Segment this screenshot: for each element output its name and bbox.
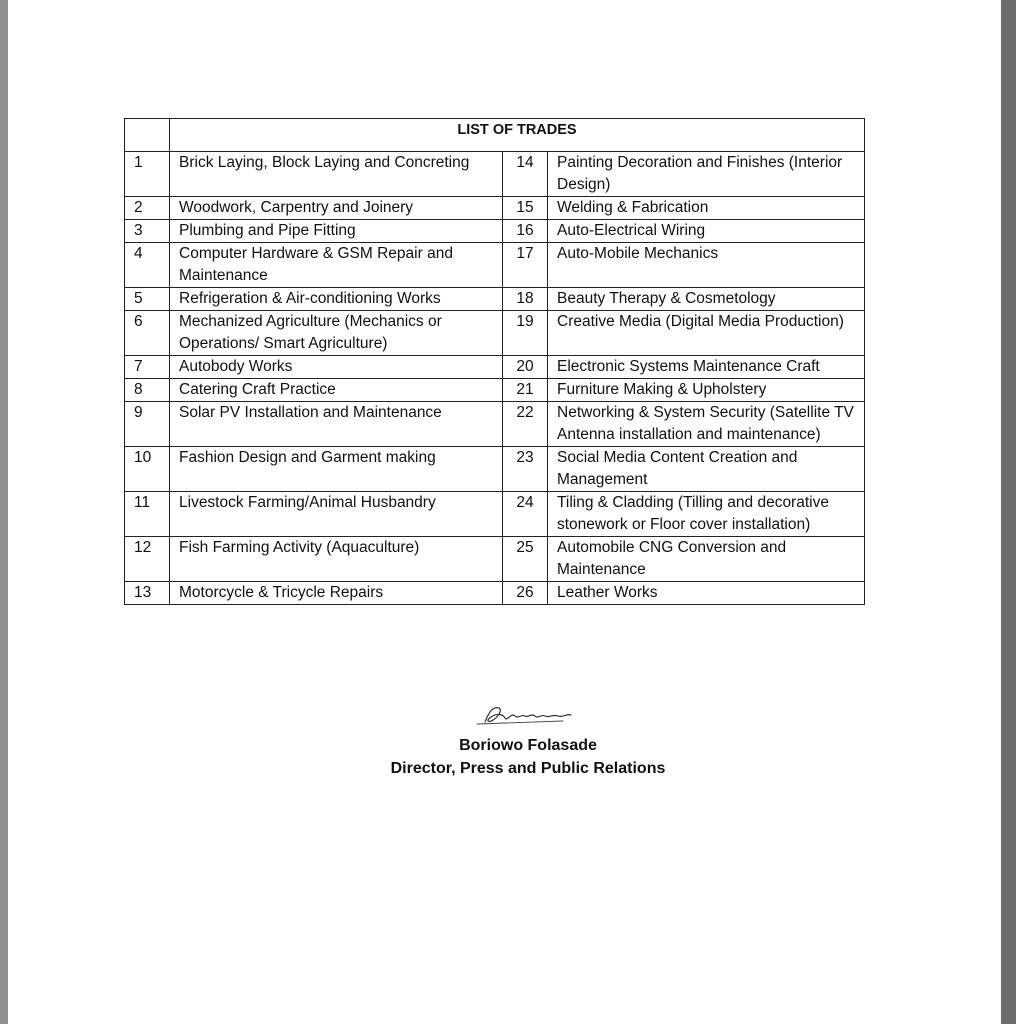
trades-table: [124, 118, 865, 605]
table-row: [125, 402, 865, 447]
trade-name-left: Fashion Design and Garment making: [170, 447, 503, 492]
trade-name-right: Painting Decoration and Finishes (Interior Design): [548, 152, 865, 197]
trade-number-left: 6: [125, 311, 170, 356]
trade-name-left: Woodwork, Carpentry and Joinery: [170, 197, 503, 220]
trade-number-right: 18: [503, 288, 548, 311]
trade-number-left: 12: [125, 537, 170, 582]
trade-number-left: 5: [125, 288, 170, 311]
trade-name-right: Furniture Making & Upholstery: [548, 379, 865, 402]
trade-name-right: Leather Works: [548, 582, 865, 605]
trade-number-right: 17: [503, 243, 548, 288]
handwritten-signature: [463, 700, 593, 730]
table-row: [125, 356, 865, 379]
trade-name-right: Electronic Systems Maintenance Craft: [548, 356, 865, 379]
trade-number-left: 9: [125, 402, 170, 447]
table-header-row: [125, 119, 865, 152]
trade-name-left: Catering Craft Practice: [170, 379, 503, 402]
trade-number-left: 3: [125, 220, 170, 243]
table-row: [125, 537, 865, 582]
trade-number-left: 13: [125, 582, 170, 605]
table-row: [125, 492, 865, 537]
table-heading: LIST OF TRADES: [170, 119, 865, 152]
trade-number-left: 11: [125, 492, 170, 537]
viewer-left-edge: [0, 0, 8, 1024]
trade-number-left: 10: [125, 447, 170, 492]
trade-name-left: Fish Farming Activity (Aquaculture): [170, 537, 503, 582]
trade-number-right: 21: [503, 379, 548, 402]
trade-name-right: Networking & System Security (Satellite TV Antenna installation and maintenance): [548, 402, 865, 447]
trade-number-left: 1: [125, 152, 170, 197]
header-blank-cell: [125, 119, 170, 152]
trade-name-right: Beauty Therapy & Cosmetology: [548, 288, 865, 311]
trade-number-right: 15: [503, 197, 548, 220]
trade-number-right: 19: [503, 311, 548, 356]
signatory-title: Director, Press and Public Relations: [390, 760, 666, 777]
trade-name-left: Mechanized Agriculture (Mechanics or Operations/ Smart Agriculture): [170, 311, 503, 356]
viewer-right-scrollbar: [1001, 0, 1016, 1024]
document-page: [8, 0, 1001, 1024]
trade-name-right: Creative Media (Digital Media Production): [548, 311, 865, 356]
table-row: [125, 197, 865, 220]
trade-name-left: Livestock Farming/Animal Husbandry: [170, 492, 503, 537]
trade-number-left: 7: [125, 356, 170, 379]
trade-name-right: Automobile CNG Conversion and Maintenance: [548, 537, 865, 582]
trade-name-right: Social Media Content Creation and Management: [548, 447, 865, 492]
trade-number-right: 25: [503, 537, 548, 582]
trade-number-right: 24: [503, 492, 548, 537]
trade-name-right: Auto-Electrical Wiring: [548, 220, 865, 243]
table-row: [125, 447, 865, 492]
trade-name-left: Motorcycle & Tricycle Repairs: [170, 582, 503, 605]
trade-number-right: 16: [503, 220, 548, 243]
trade-number-right: 23: [503, 447, 548, 492]
table-row: [125, 220, 865, 243]
trade-number-right: 14: [503, 152, 548, 197]
table-row: [125, 152, 865, 197]
trade-name-right: Welding & Fabrication: [548, 197, 865, 220]
table-row: [125, 243, 865, 288]
table-row: [125, 582, 865, 605]
table-row: [125, 288, 865, 311]
trade-name-left: Computer Hardware & GSM Repair and Maintenance: [170, 243, 503, 288]
trade-number-right: 26: [503, 582, 548, 605]
table-row: [125, 311, 865, 356]
trade-name-left: Solar PV Installation and Maintenance: [170, 402, 503, 447]
trade-number-right: 20: [503, 356, 548, 379]
trade-name-left: Brick Laying, Block Laying and Concreting: [170, 152, 503, 197]
trade-number-right: 22: [503, 402, 548, 447]
trade-name-left: Plumbing and Pipe Fitting: [170, 220, 503, 243]
trade-number-left: 8: [125, 379, 170, 402]
signatory-name: Boriowo Folasade: [459, 737, 597, 754]
signature-block: [308, 700, 748, 780]
trade-name-right: Tiling & Cladding (Tilling and decorative stonework or Floor cover installation): [548, 492, 865, 537]
trade-number-left: 4: [125, 243, 170, 288]
trade-name-left: Autobody Works: [170, 356, 503, 379]
trade-name-left: Refrigeration & Air-conditioning Works: [170, 288, 503, 311]
trade-name-right: Auto-Mobile Mechanics: [548, 243, 865, 288]
trade-number-left: 2: [125, 197, 170, 220]
table-row: [125, 379, 865, 402]
